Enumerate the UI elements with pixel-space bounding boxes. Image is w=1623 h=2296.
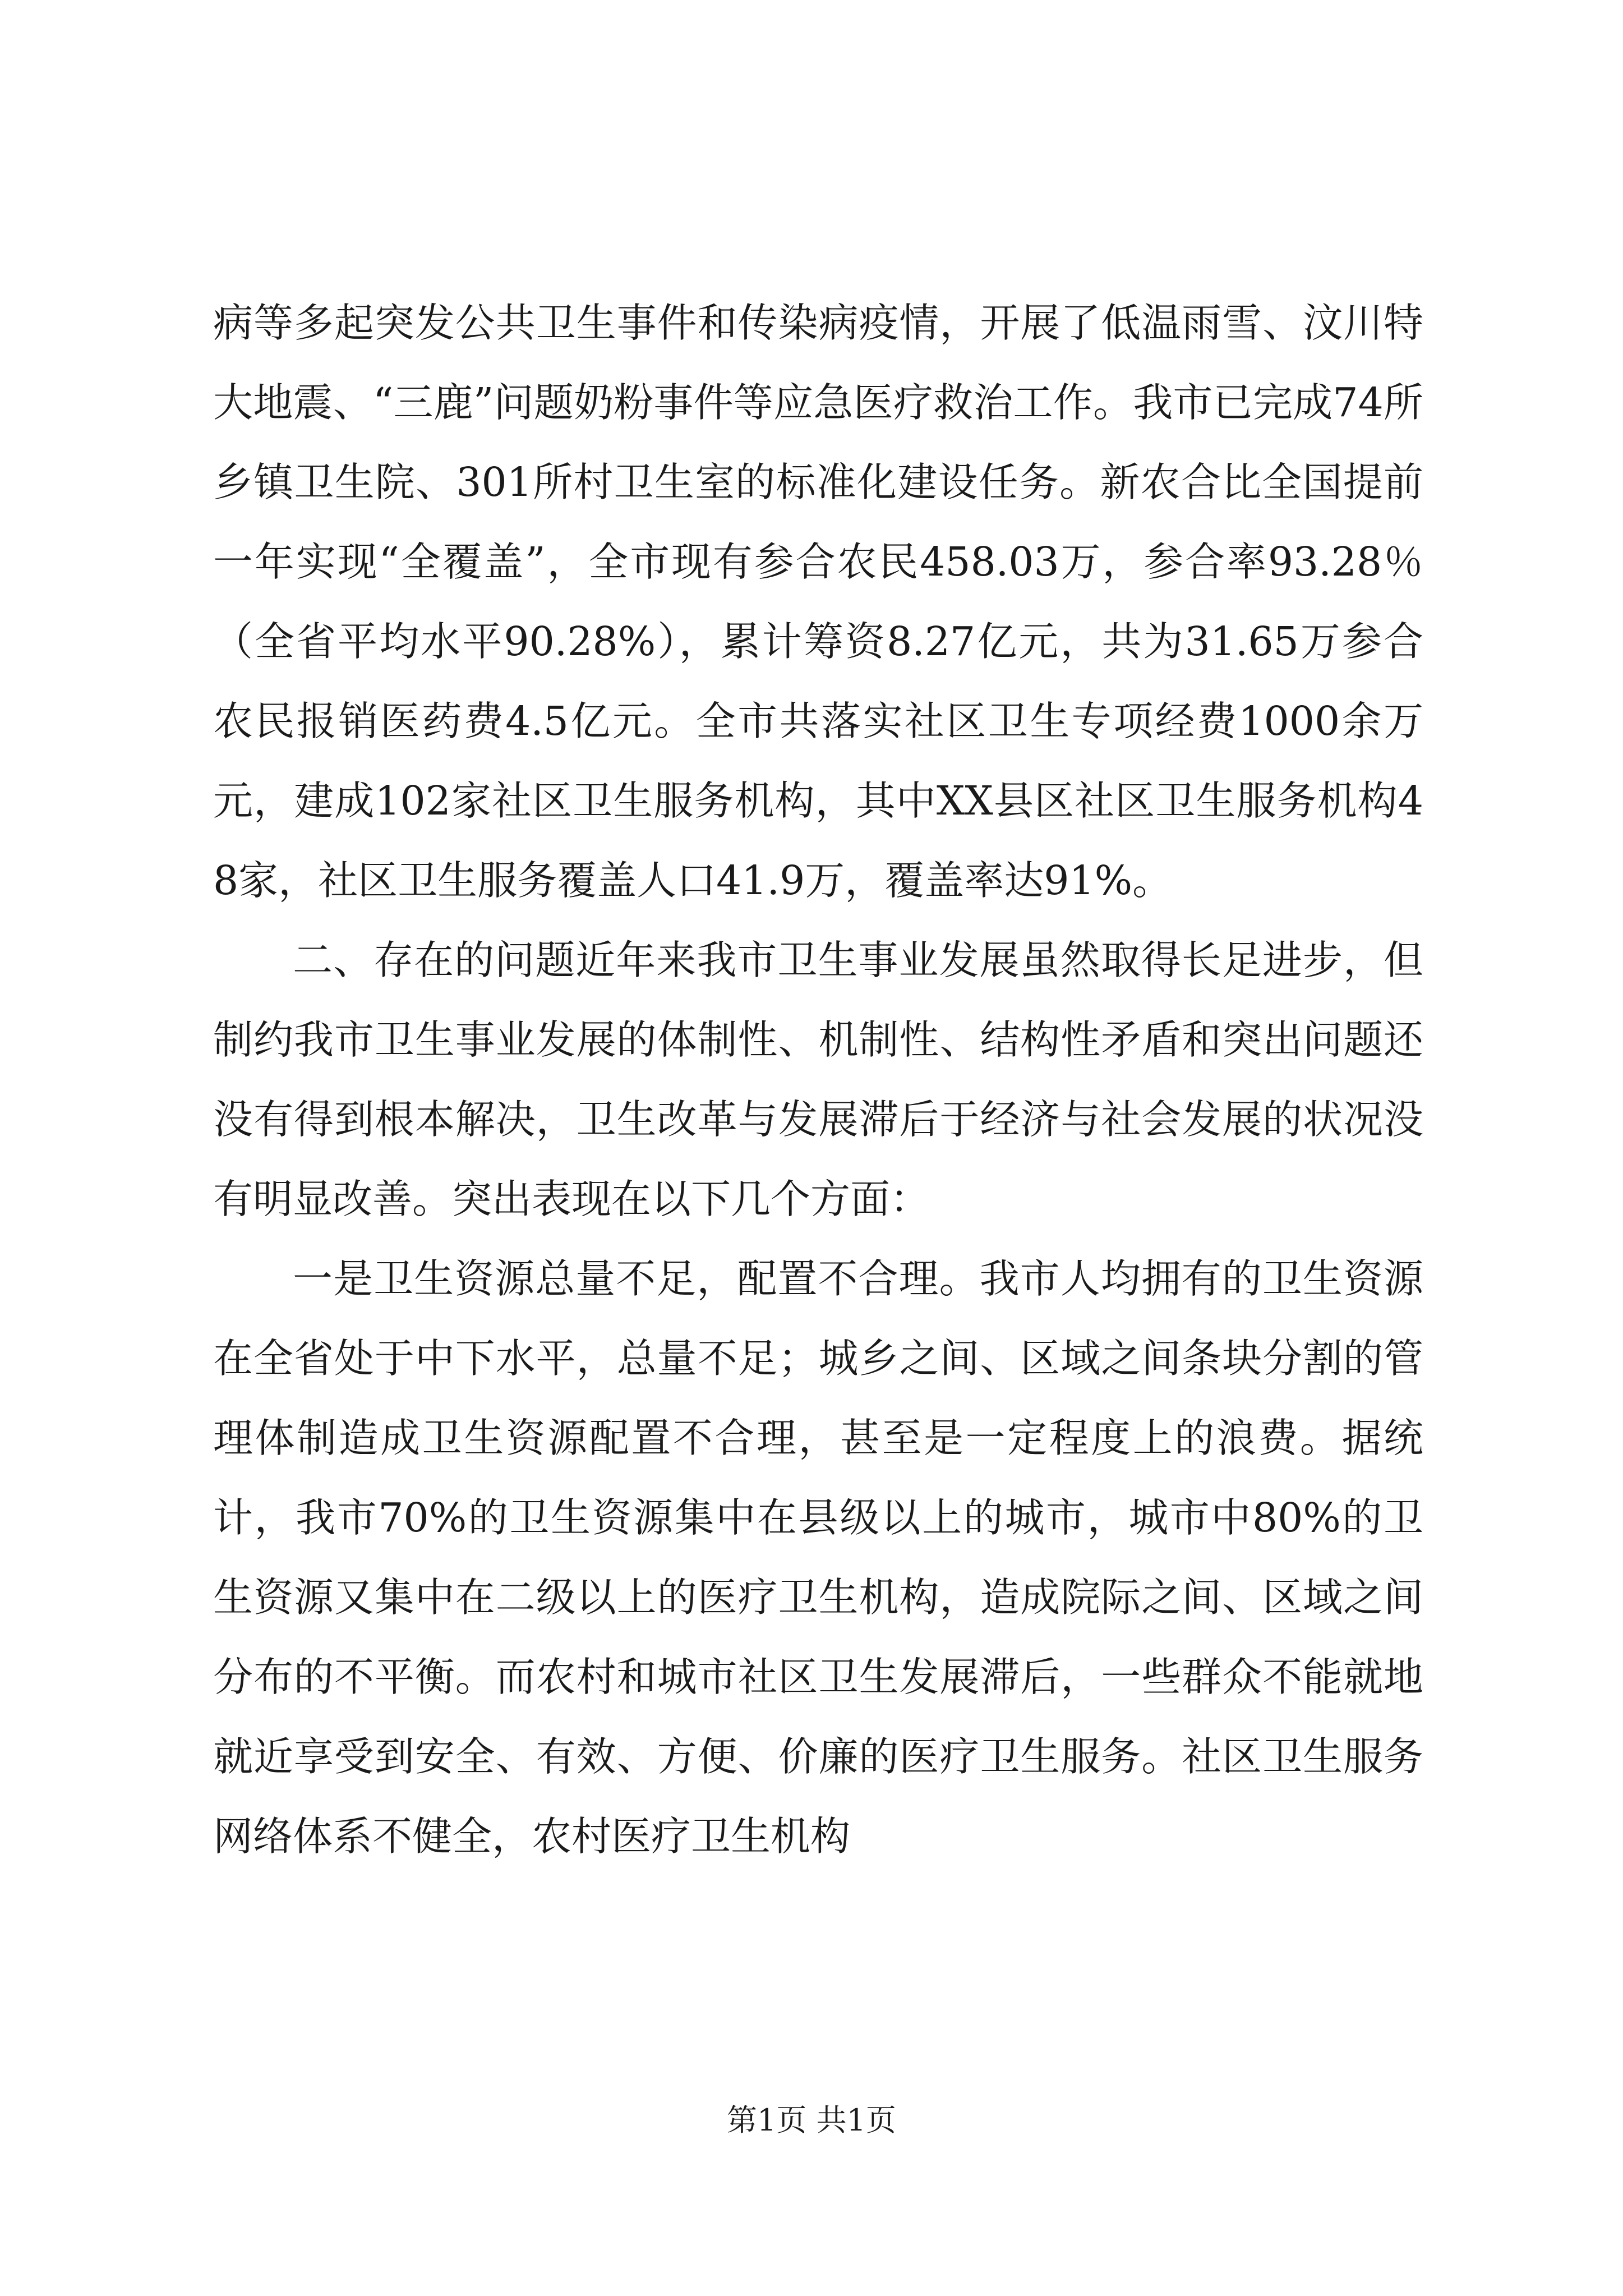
document-body: [213, 283, 1423, 1876]
page-number-label: 第1页 共1页: [727, 2102, 896, 2138]
page-footer: [0, 2101, 1623, 2140]
paragraph-1: 病等多起突发公共卫生事件和传染病疫情，开展了低温雨雪、汶川特大地震、“三鹿”问题奶粉事件等应急医疗救治工作。我市已完成74所乡镇卫生院、301所村卫生室的标准化建设任务。新农合比全国提前一年实现“全覆盖”，全市现有参合农民458.03万，参合率93.28％（全省平均水平90.28%），累计筹资8.27亿元，共为31.65万参合农民报销医药费4.5亿元。全市共落实社区卫生专项经费1000余万元，建成102家社区卫生服务机构，其中XX县区社区卫生服务机构48家，社区卫生服务覆盖人口41.9万，覆盖率达91%。: [213, 300, 1423, 904]
paragraph-3: 一是卫生资源总量不足，配置不合理。我市人均拥有的卫生资源在全省处于中下水平，总量不足；城乡之间、区域之间条块分割的管理体制造成卫生资源配置不合理，甚至是一定程度上的浪费。据统计，我市70%的卫生资源集中在县级以上的城市，城市中80%的卫生资源又集中在二级以上的医疗卫生机构，造成院际之间、区域之间分布的不平衡。而农村和城市社区卫生发展滞后，一些群众不能就地就近享受到安全、有效、方便、价廉的医疗卫生服务。社区卫生服务网络体系不健全，农村医疗卫生机构: [213, 1255, 1423, 1860]
paragraph-2: 二、存在的问题近年来我市卫生事业发展虽然取得长足进步，但制约我市卫生事业发展的体制性、机制性、结构性矛盾和突出问题还没有得到根本解决，卫生改革与发展滞后于经济与社会发展的状况没有明显改善。突出表现在以下几个方面：: [213, 937, 1423, 1222]
